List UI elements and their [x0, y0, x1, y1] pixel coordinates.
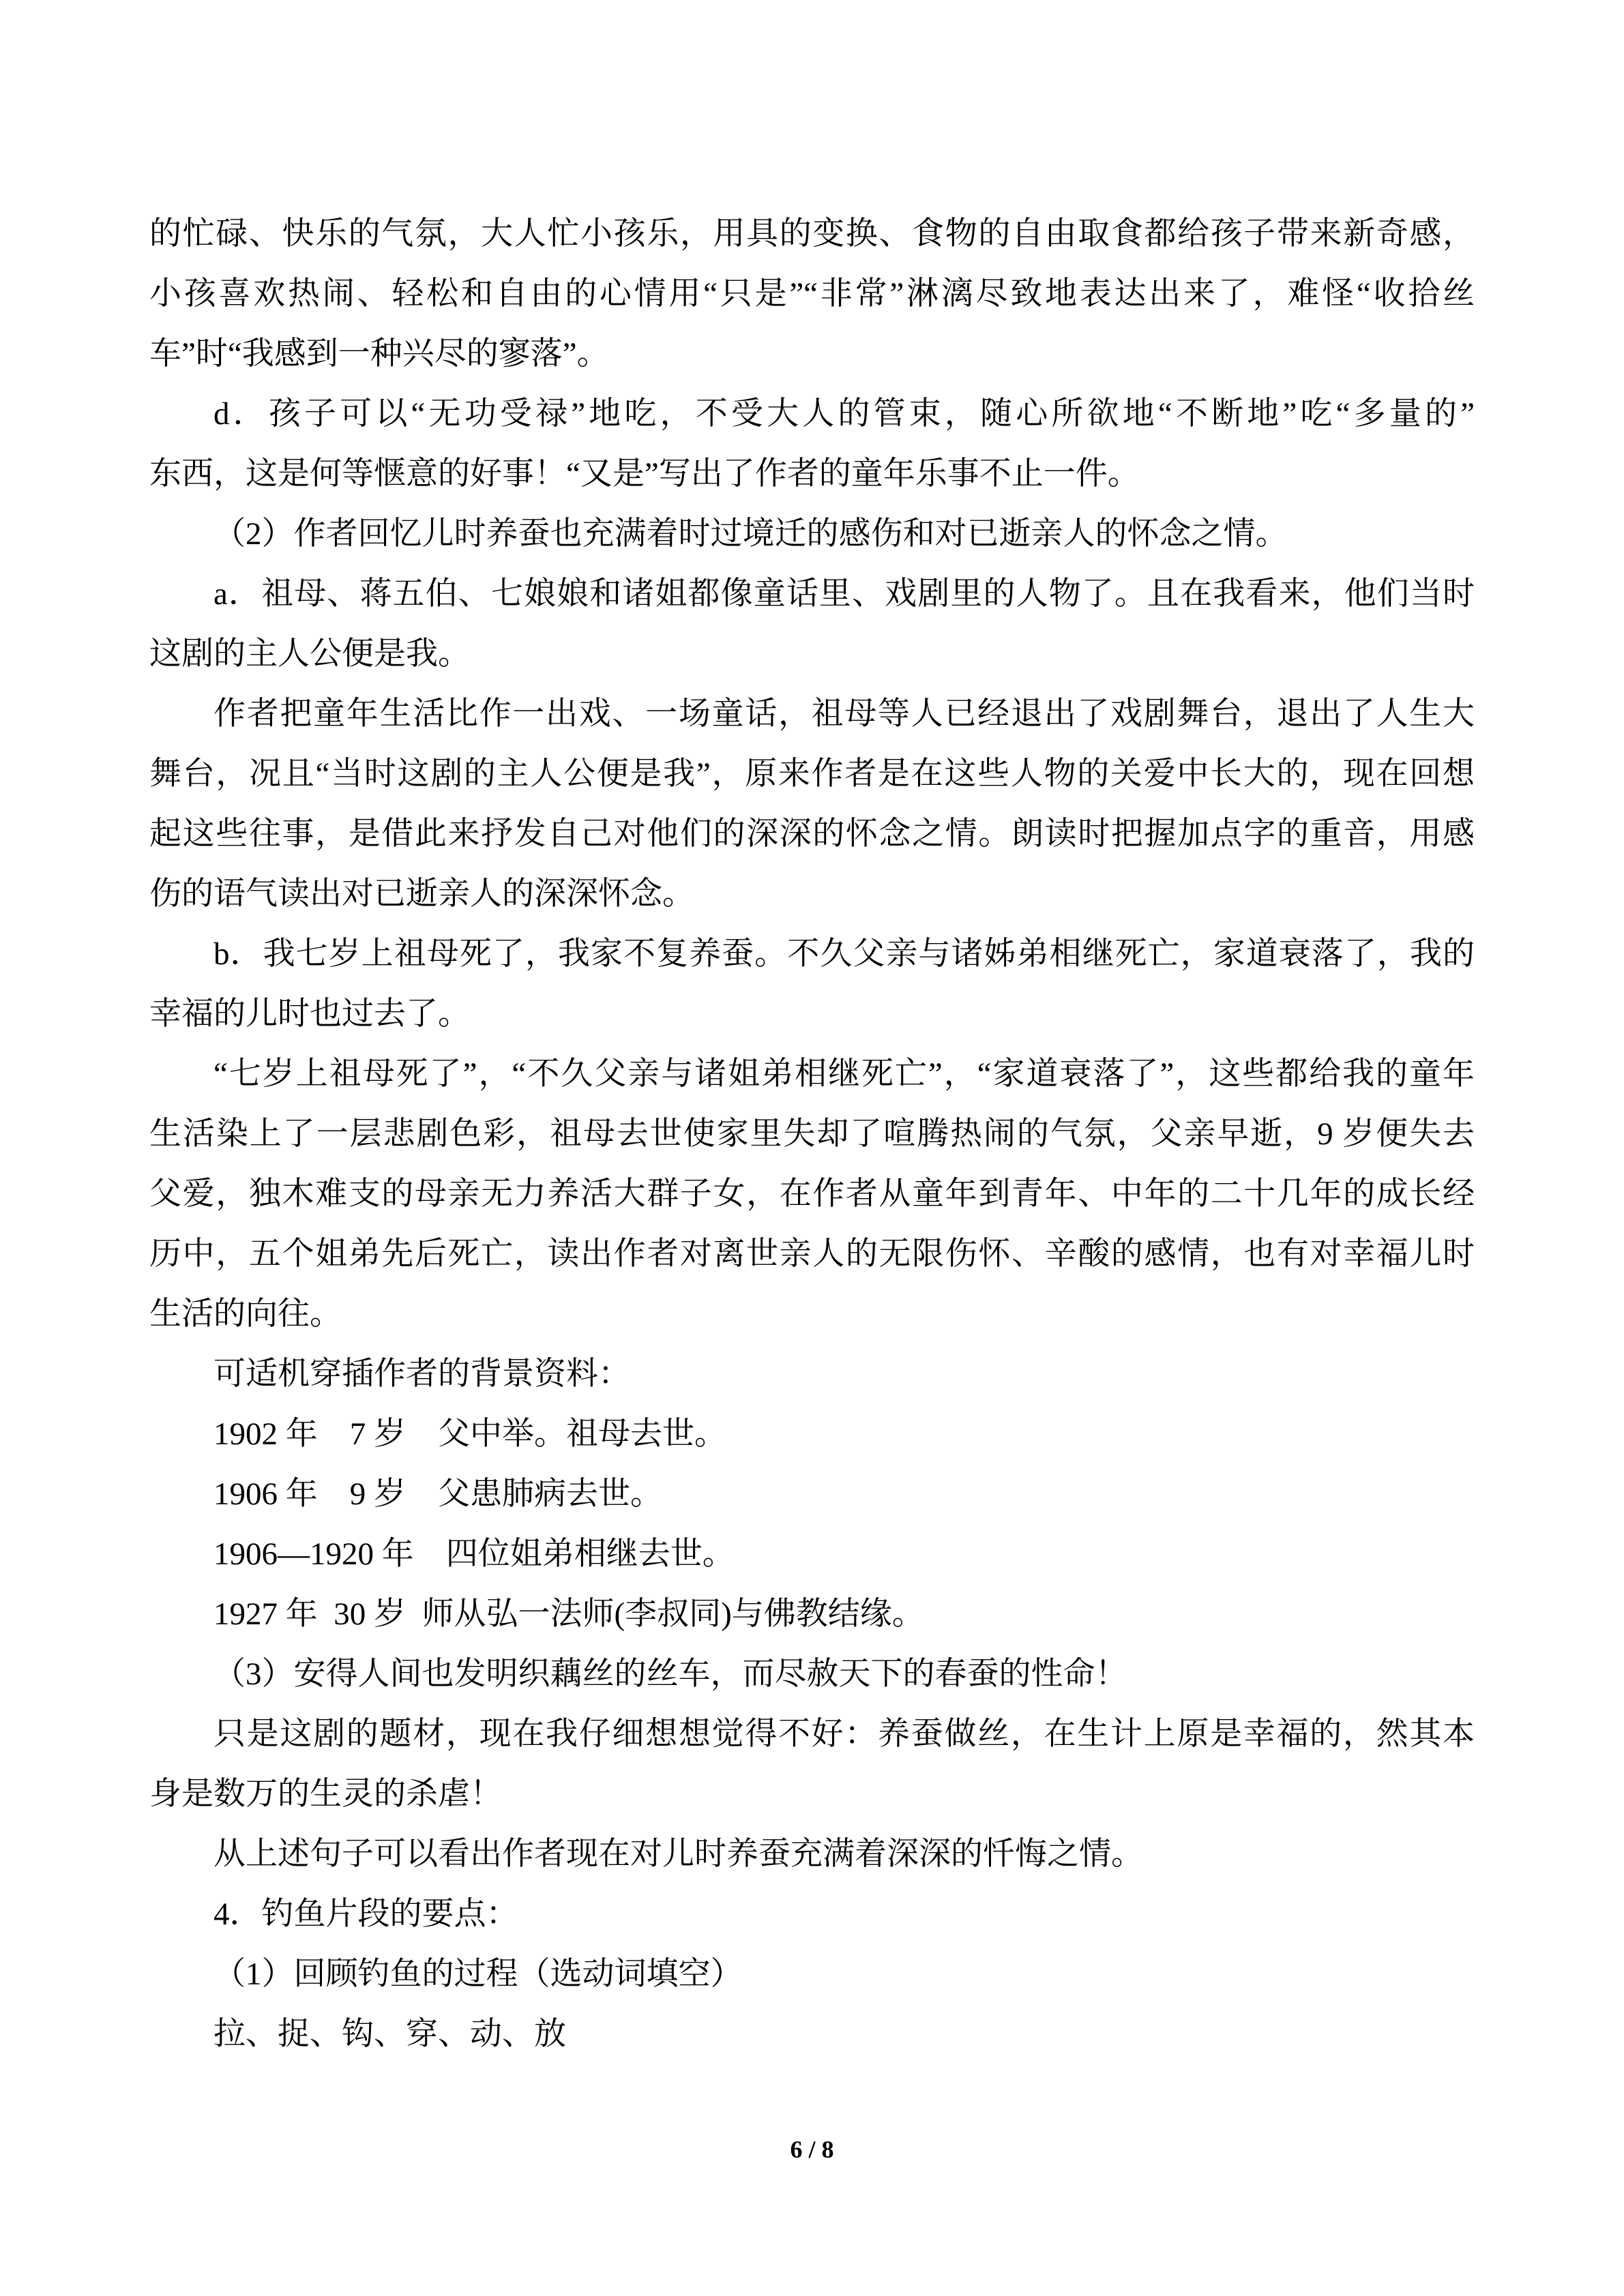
paragraph [149, 1044, 1475, 1344]
paragraph [149, 1824, 1475, 1884]
subsection-heading: （1）回顾钓鱼的过程（选动词填空） [213, 1956, 743, 1992]
text-line: 可适机穿插作者的背景资料： [213, 1356, 630, 1392]
text-line: “七岁上祖母死了”，“不久父亲与诸姐弟相继死亡”，“家道衰落了”，这些都给我的童年 [213, 1056, 1475, 1092]
text-line: 车”时“我感到一种兴尽的寥落”。 [149, 336, 609, 372]
text-line: 1906—1920 年 四位姐弟相继去世。 [213, 1536, 735, 1572]
text-line: 作者把童年生活比作一出戏、一场童话，祖母等人已经退出了戏剧舞台，退出了人生大 [213, 696, 1475, 732]
text-line: 1902 年 7 岁 父中举。祖母去世。 [213, 1416, 726, 1452]
text-line: 小孩喜欢热闹、轻松和自由的心情用“只是”“非常”淋漓尽致地表达出来了，难怪“收拾丝 [149, 276, 1475, 312]
text-line: b．我七岁上祖母死了，我家不复养蚕。不久父亲与诸姊弟相继死亡，家道衰落了，我的 [213, 936, 1475, 972]
paragraph [149, 504, 1475, 564]
text-line: 历中，五个姐弟先后死亡，读出作者对离世亲人的无限伤怀、辛酸的感情，也有对幸福儿时 [149, 1236, 1475, 1272]
text-line: 这剧的主人公便是我。 [149, 636, 470, 672]
paragraph [149, 924, 1475, 1044]
paragraph [149, 684, 1475, 924]
text-line: 身是数万的生灵的杀虐！ [149, 1776, 502, 1812]
paragraph [149, 564, 1475, 684]
subsection-heading: （2）作者回忆儿时养蚕也充满着时过境迁的感伤和对已逝亲人的怀念之情。 [213, 516, 1288, 552]
text-line: 拉、捉、钩、穿、动、放 [213, 2016, 566, 2052]
text-line: 起这些往事，是借此来抒发自己对他们的深深的怀念之情。朗读时把握加点字的重音，用感 [149, 816, 1475, 852]
text-line: 只是这剧的题材，现在我仔细想想觉得不好：养蚕做丝，在生计上原是幸福的，然其本 [213, 1716, 1475, 1752]
paragraph [149, 1944, 1475, 2004]
text-line: 父爱，独木难支的母亲无力养活大群子女，在作者从童年到青年、中年的二十几年的成长经 [149, 1176, 1475, 1212]
page-number: 6 / 8 [790, 2136, 834, 2163]
paragraph [149, 1644, 1475, 1704]
paragraph [149, 384, 1475, 504]
text-line: 的忙碌、快乐的气氛，大人忙小孩乐，用具的变换、食物的自由取食都给孩子带来新奇感， [149, 216, 1475, 252]
timeline-entry [149, 1524, 1475, 1584]
paragraph [149, 2004, 1475, 2064]
text-line: 幸福的儿时也过去了。 [149, 996, 470, 1032]
timeline-entry [149, 1584, 1475, 1644]
text-line: d．孩子可以“无功受禄”地吃，不受大人的管束，随心所欲地“不断地”吃“多量的” [213, 396, 1475, 432]
paragraph [149, 1704, 1475, 1824]
text-line: 1906 年 9 岁 父患肺病去世。 [213, 1476, 662, 1512]
text-line: 1927 年 30 岁 师从弘一法师(李叔同)与佛教结缘。 [213, 1596, 924, 1632]
timeline-entry [149, 1404, 1475, 1464]
text-line: 生活的向往。 [149, 1296, 342, 1332]
section-heading: 4．钓鱼片段的要点： [213, 1896, 518, 1932]
text-line: 舞台，况且“当时这剧的主人公便是我”，原来作者是在这些人物的关爱中长大的，现在回想 [149, 756, 1475, 792]
text-line: 从上述句子可以看出作者现在对儿时养蚕充满着深深的忏悔之情。 [213, 1836, 1143, 1872]
document-body [149, 204, 1475, 2064]
timeline-entry [149, 1464, 1475, 1524]
paragraph [149, 204, 1475, 384]
text-line: 伤的语气读出对已逝亲人的深深怀念。 [149, 876, 694, 912]
text-line: 东西，这是何等惬意的好事！“又是”写出了作者的童年乐事不止一件。 [149, 456, 1140, 492]
paragraph [149, 1344, 1475, 1404]
text-line: a．祖母、蒋五伯、七娘娘和诸姐都像童话里、戏剧里的人物了。且在我看来，他们当时 [213, 576, 1475, 612]
text-line: 生活染上了一层悲剧色彩，祖母去世使家里失却了喧腾热闹的气氛，父亲早逝，9 岁便失去 [149, 1116, 1475, 1152]
subsection-heading: （3）安得人间也发明织藕丝的丝车，而尽赦天下的春蚕的性命！ [213, 1656, 1127, 1692]
paragraph [149, 1884, 1475, 1944]
